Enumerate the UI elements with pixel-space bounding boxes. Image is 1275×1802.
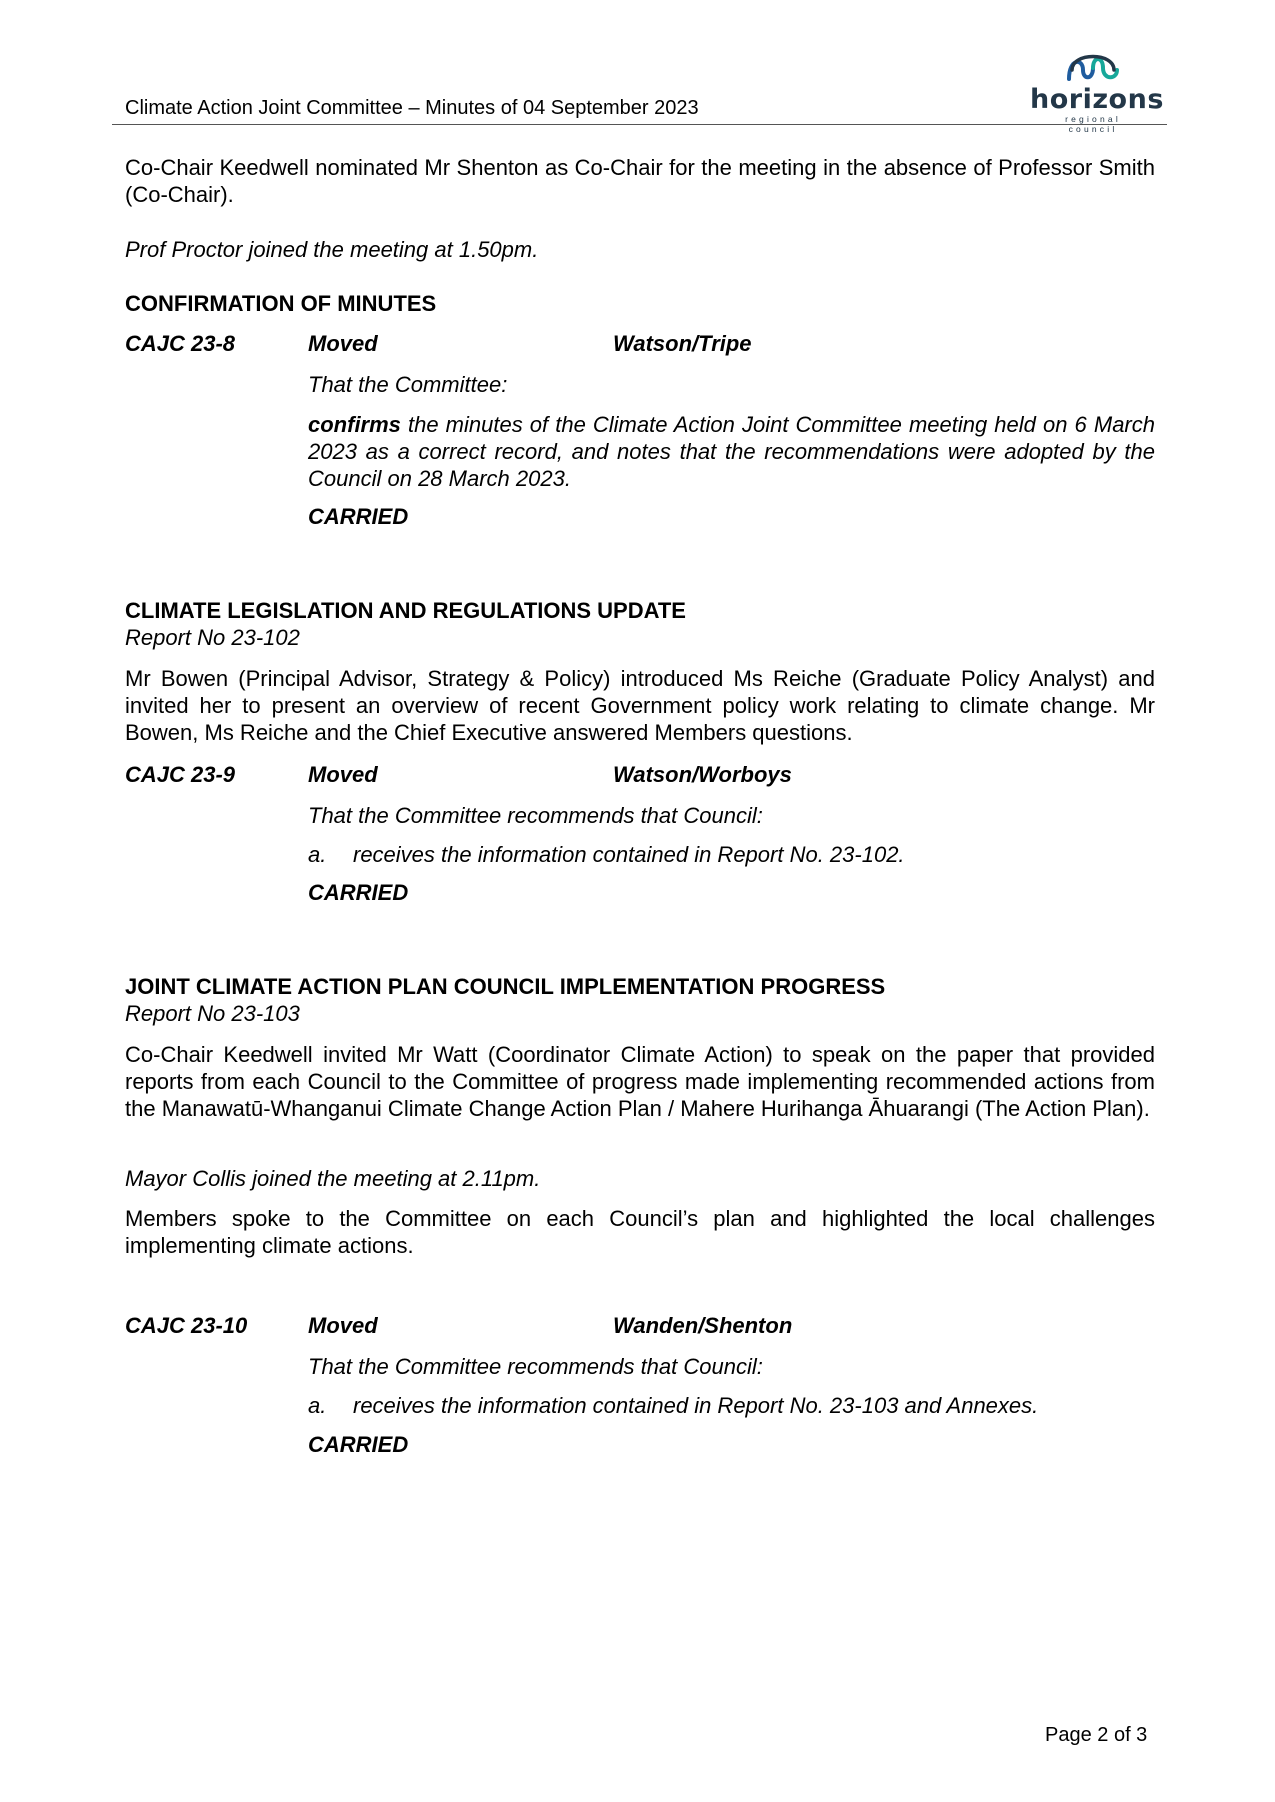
page-number: Page 2 of 3 (1045, 1724, 1148, 1746)
intro-paragraph: Co-Chair Keedwell nominated Mr Shenton as Co-Chair for the meeting in the absence of Professor Smith (Co-Chair). (125, 155, 1155, 207)
carried-label: CARRIED (308, 1432, 409, 1457)
attendance-note: Prof Proctor joined the meeting at 1.50pm. (125, 237, 539, 262)
horizons-logo (1030, 48, 1164, 134)
resolution-moved-label: Moved (308, 762, 378, 787)
list-text: receives the information contained in Report No. 23-103 and Annexes. (353, 1393, 1039, 1418)
resolution-movers: Watson/Tripe (613, 331, 752, 356)
section-heading-confirmation: CONFIRMATION OF MINUTES (125, 291, 437, 316)
list-marker: a. (308, 1393, 327, 1418)
section-paragraph: Co-Chair Keedwell invited Mr Watt (Coordinator Climate Action) to speak on the paper that provided reports from each Council to the Committee of progress made implementing recommended actions from the Manawatū-Whanganui Climate Change Action Plan / Mahere Hurihanga Āhuarangi (The Action Plan). (125, 1042, 1155, 1121)
report-number: Report No 23-103 (125, 1001, 300, 1026)
list-marker: a. (308, 842, 327, 867)
resolution-movers: Wanden/Shenton (613, 1313, 793, 1338)
resolution-preamble: That the Committee recommends that Council: (308, 803, 763, 828)
list-text: receives the information contained in Report No. 23-102. (353, 842, 905, 867)
resolution-body-text: the minutes of the Climate Action Joint Committee meeting held on 6 March 2023 as a correct record, and notes that the recommendations were adopted by the Council on 28 March 2023. (308, 412, 1155, 491)
header-divider (112, 124, 1167, 125)
resolution-body (308, 411, 1155, 492)
resolution-preamble: That the Committee recommends that Council: (308, 1354, 763, 1379)
resolution-number: CAJC 23-10 (125, 1313, 248, 1338)
horizons-wave-icon (1066, 48, 1120, 82)
document-header-title: Climate Action Joint Committee – Minutes of 04 September 2023 (125, 97, 699, 119)
section-paragraph: Members spoke to the Committee on each Council’s plan and highlighted the local challenges implementing climate actions. (125, 1206, 1155, 1258)
resolution-row (125, 1313, 1155, 1340)
resolution-moved-label: Moved (308, 1313, 378, 1338)
section-heading-legislation: CLIMATE LEGISLATION AND REGULATIONS UPDATE (125, 598, 686, 623)
attendance-note: Mayor Collis joined the meeting at 2.11pm. (125, 1166, 541, 1191)
section-heading-implementation: JOINT CLIMATE ACTION PLAN COUNCIL IMPLEMENTATION PROGRESS (125, 974, 886, 999)
logo-subtitle: regional council (1065, 114, 1121, 134)
resolution-preamble: That the Committee: (308, 372, 508, 397)
resolution-moved-label: Moved (308, 331, 378, 356)
resolution-number: CAJC 23-8 (125, 331, 236, 356)
resolution-number: CAJC 23-9 (125, 762, 236, 787)
resolution-movers: Watson/Worboys (613, 762, 792, 787)
section-paragraph: Mr Bowen (Principal Advisor, Strategy & Policy) introduced Ms Reiche (Graduate Policy Analyst) and invited her to present an overview of recent Government policy work relating to climate change. Mr Bowen, Ms Reiche and the Chief Executive answered Members questions. (125, 666, 1155, 745)
resolution-body-bold: confirms (308, 412, 401, 437)
carried-label: CARRIED (308, 504, 409, 529)
report-number: Report No 23-102 (125, 625, 300, 650)
carried-label: CARRIED (308, 880, 409, 905)
resolution-row (125, 331, 1155, 358)
resolution-row (125, 762, 1155, 789)
logo-wordmark: horizons (1030, 84, 1164, 115)
